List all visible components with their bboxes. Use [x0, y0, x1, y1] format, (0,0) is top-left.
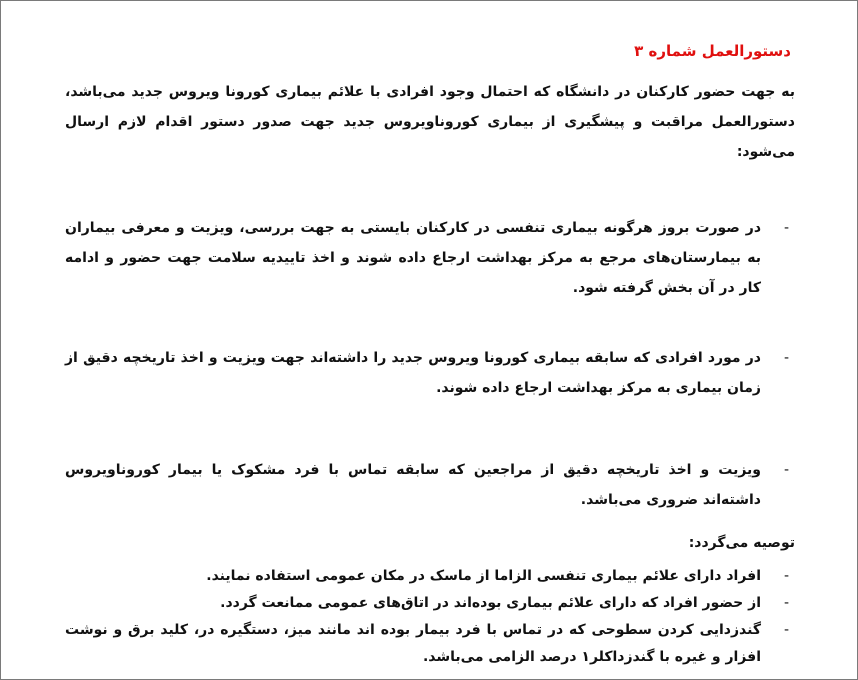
list-item — [65, 213, 795, 303]
instruction-list — [65, 213, 795, 515]
document-body — [65, 31, 795, 671]
list-item — [65, 563, 795, 590]
bullet-dash: - — [783, 350, 789, 366]
list-item-text: از حضور افراد که دارای علائم بیماری بوده‌اند در اتاق‌های عمومی ممانعت گردد. — [220, 595, 761, 611]
document-title: دستورالعمل شماره ۳ — [634, 42, 791, 60]
list-item-text: افراد دارای علائم بیماری تنفسی الزاما از ماسک در مکان عمومی استفاده نمایند. — [206, 568, 761, 584]
list-item-text: ویزیت و اخذ تاریخچه دقیق از مراجعین که سابقه تماس با فرد مشکوک یا بیمار کوروناویروس داشته‌اند ضروری می‌باشد. — [65, 462, 761, 508]
recommendation-list — [65, 563, 795, 671]
bullet-dash: - — [783, 595, 789, 611]
bullet-dash: - — [783, 568, 789, 584]
list-item — [65, 455, 795, 515]
list-item-text: در صورت بروز هرگونه بیماری تنفسی در کارکنان بایستی به جهت بررسی، ویزیت و معرفی بیماران به بیمارستان‌های مرجع به مرکز بهداشت ارجاع داده شوند و اخذ تاییدیه سلامت جهت حضور و ادامه کار در آن بخش گرفته شود. — [65, 220, 761, 296]
bullet-dash: - — [783, 220, 789, 236]
bullet-dash: - — [783, 462, 789, 478]
recommendation-heading: توصیه می‌گردد: — [688, 535, 795, 551]
list-item — [65, 617, 795, 671]
intro-paragraph: به جهت حضور کارکنان در دانشگاه که احتمال وجود افرادی با علائم بیماری کورونا ویروس جدید می‌باشد، دستورالعمل مراقبت و پیشگیری از بیماری کوروناویروس جدید جهت صدور دستور اقدام لازم ارسال می‌شود: — [65, 84, 795, 160]
list-item-text: در مورد افرادی که سابقه بیماری کورونا ویروس جدید را داشته‌اند جهت ویزیت و اخذ تاریخچه دقیق از زمان بیماری به مرکز بهداشت ارجاع داده شوند. — [65, 350, 761, 396]
list-item — [65, 590, 795, 617]
list-item-text: گندزدایی کردن سطوحی که در تماس با فرد بیمار بوده اند مانند میز، دستگیره در، کلید برق و نوشت افزار و غیره با گندزداکلر۱ درصد الزامی می‌باشد. — [65, 622, 761, 665]
bullet-dash: - — [783, 622, 789, 638]
list-item — [65, 343, 795, 403]
